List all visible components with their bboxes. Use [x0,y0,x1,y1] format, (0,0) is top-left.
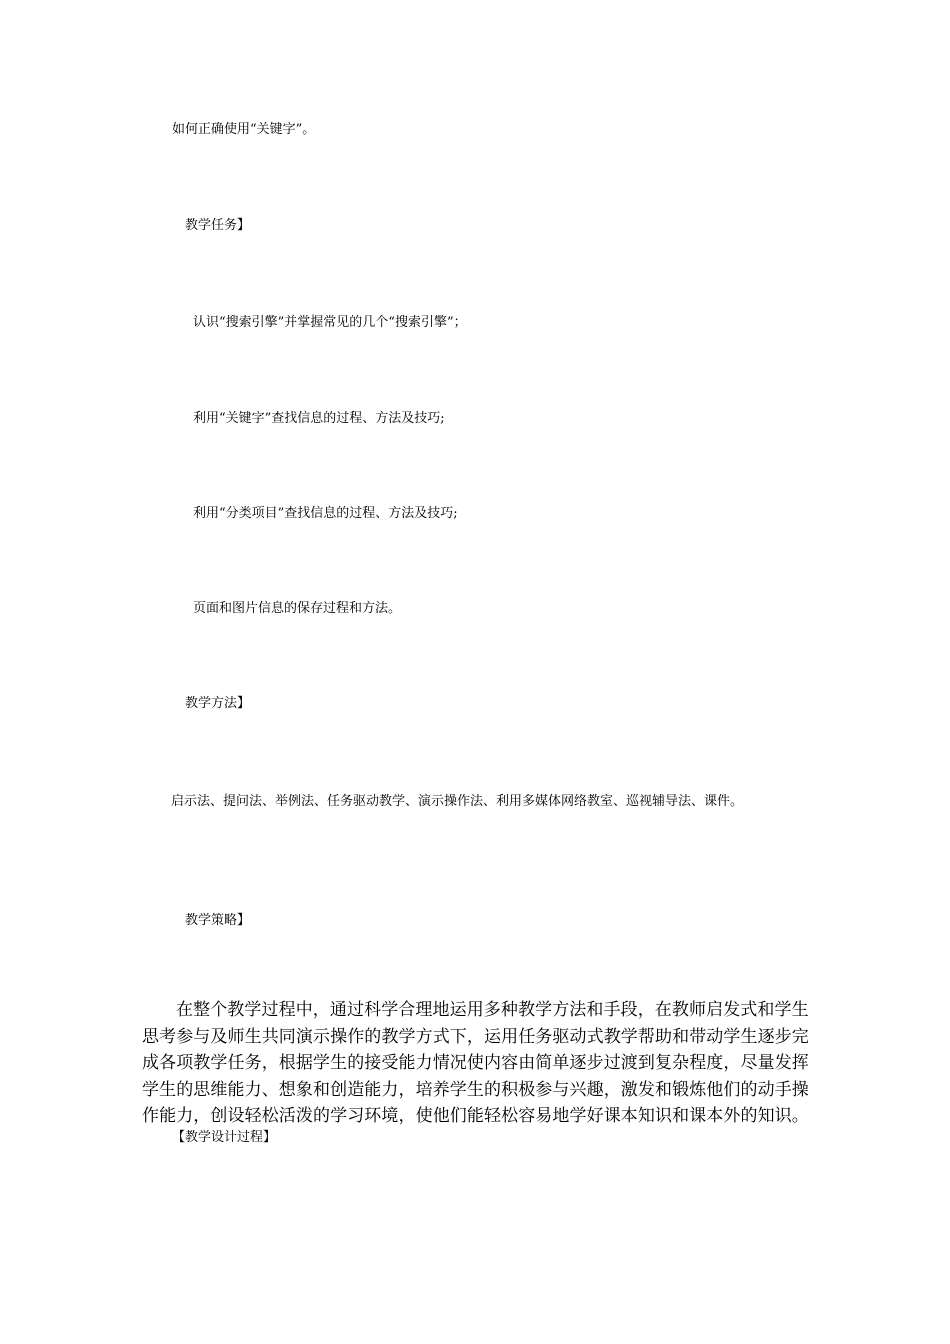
task-item-3: 利用“分类项目”查找信息的过程、方法及技巧; [193,506,458,521]
methods-text: 启示法、提问法、举例法、任务驱动教学、演示操作法、利用多媒体网络教室、巡视辅导法、课件。 [171,794,744,809]
design-heading: 【教学设计过程】 [172,1130,277,1145]
strategy-heading: 教学策略】 [185,913,251,928]
intro-line: 如何正确使用“关键字”。 [172,122,316,137]
tasks-heading: 教学任务】 [185,218,251,233]
task-item-2: 利用“关键字”查找信息的过程、方法及技巧; [193,411,445,426]
task-item-1: 认识“搜索引擎”并掌握常见的几个“搜索引擎”； [193,315,467,330]
strategy-paragraph: 在整个教学过程中，通过科学合理地运用多种教学方法和手段，在教师启发式和学生思考参与及师生共同演示操作的教学方式下，运用任务驱动式教学帮助和带动学生逐步完成各项教学任务，根据学生的接受能力情况使内容由简单逐步过渡到复杂程度，尽量发挥学生的思维能力、想象和创造能力，培养学生的积极参与兴趣，激发和锻炼他们的动手操作能力，创设轻松活泼的学习环境，使他们能轻松容易地学好课本知识和课本外的知识。 [142,1000,809,1126]
methods-heading: 教学方法】 [185,696,251,711]
task-item-4: 页面和图片信息的保存过程和方法。 [193,601,402,616]
